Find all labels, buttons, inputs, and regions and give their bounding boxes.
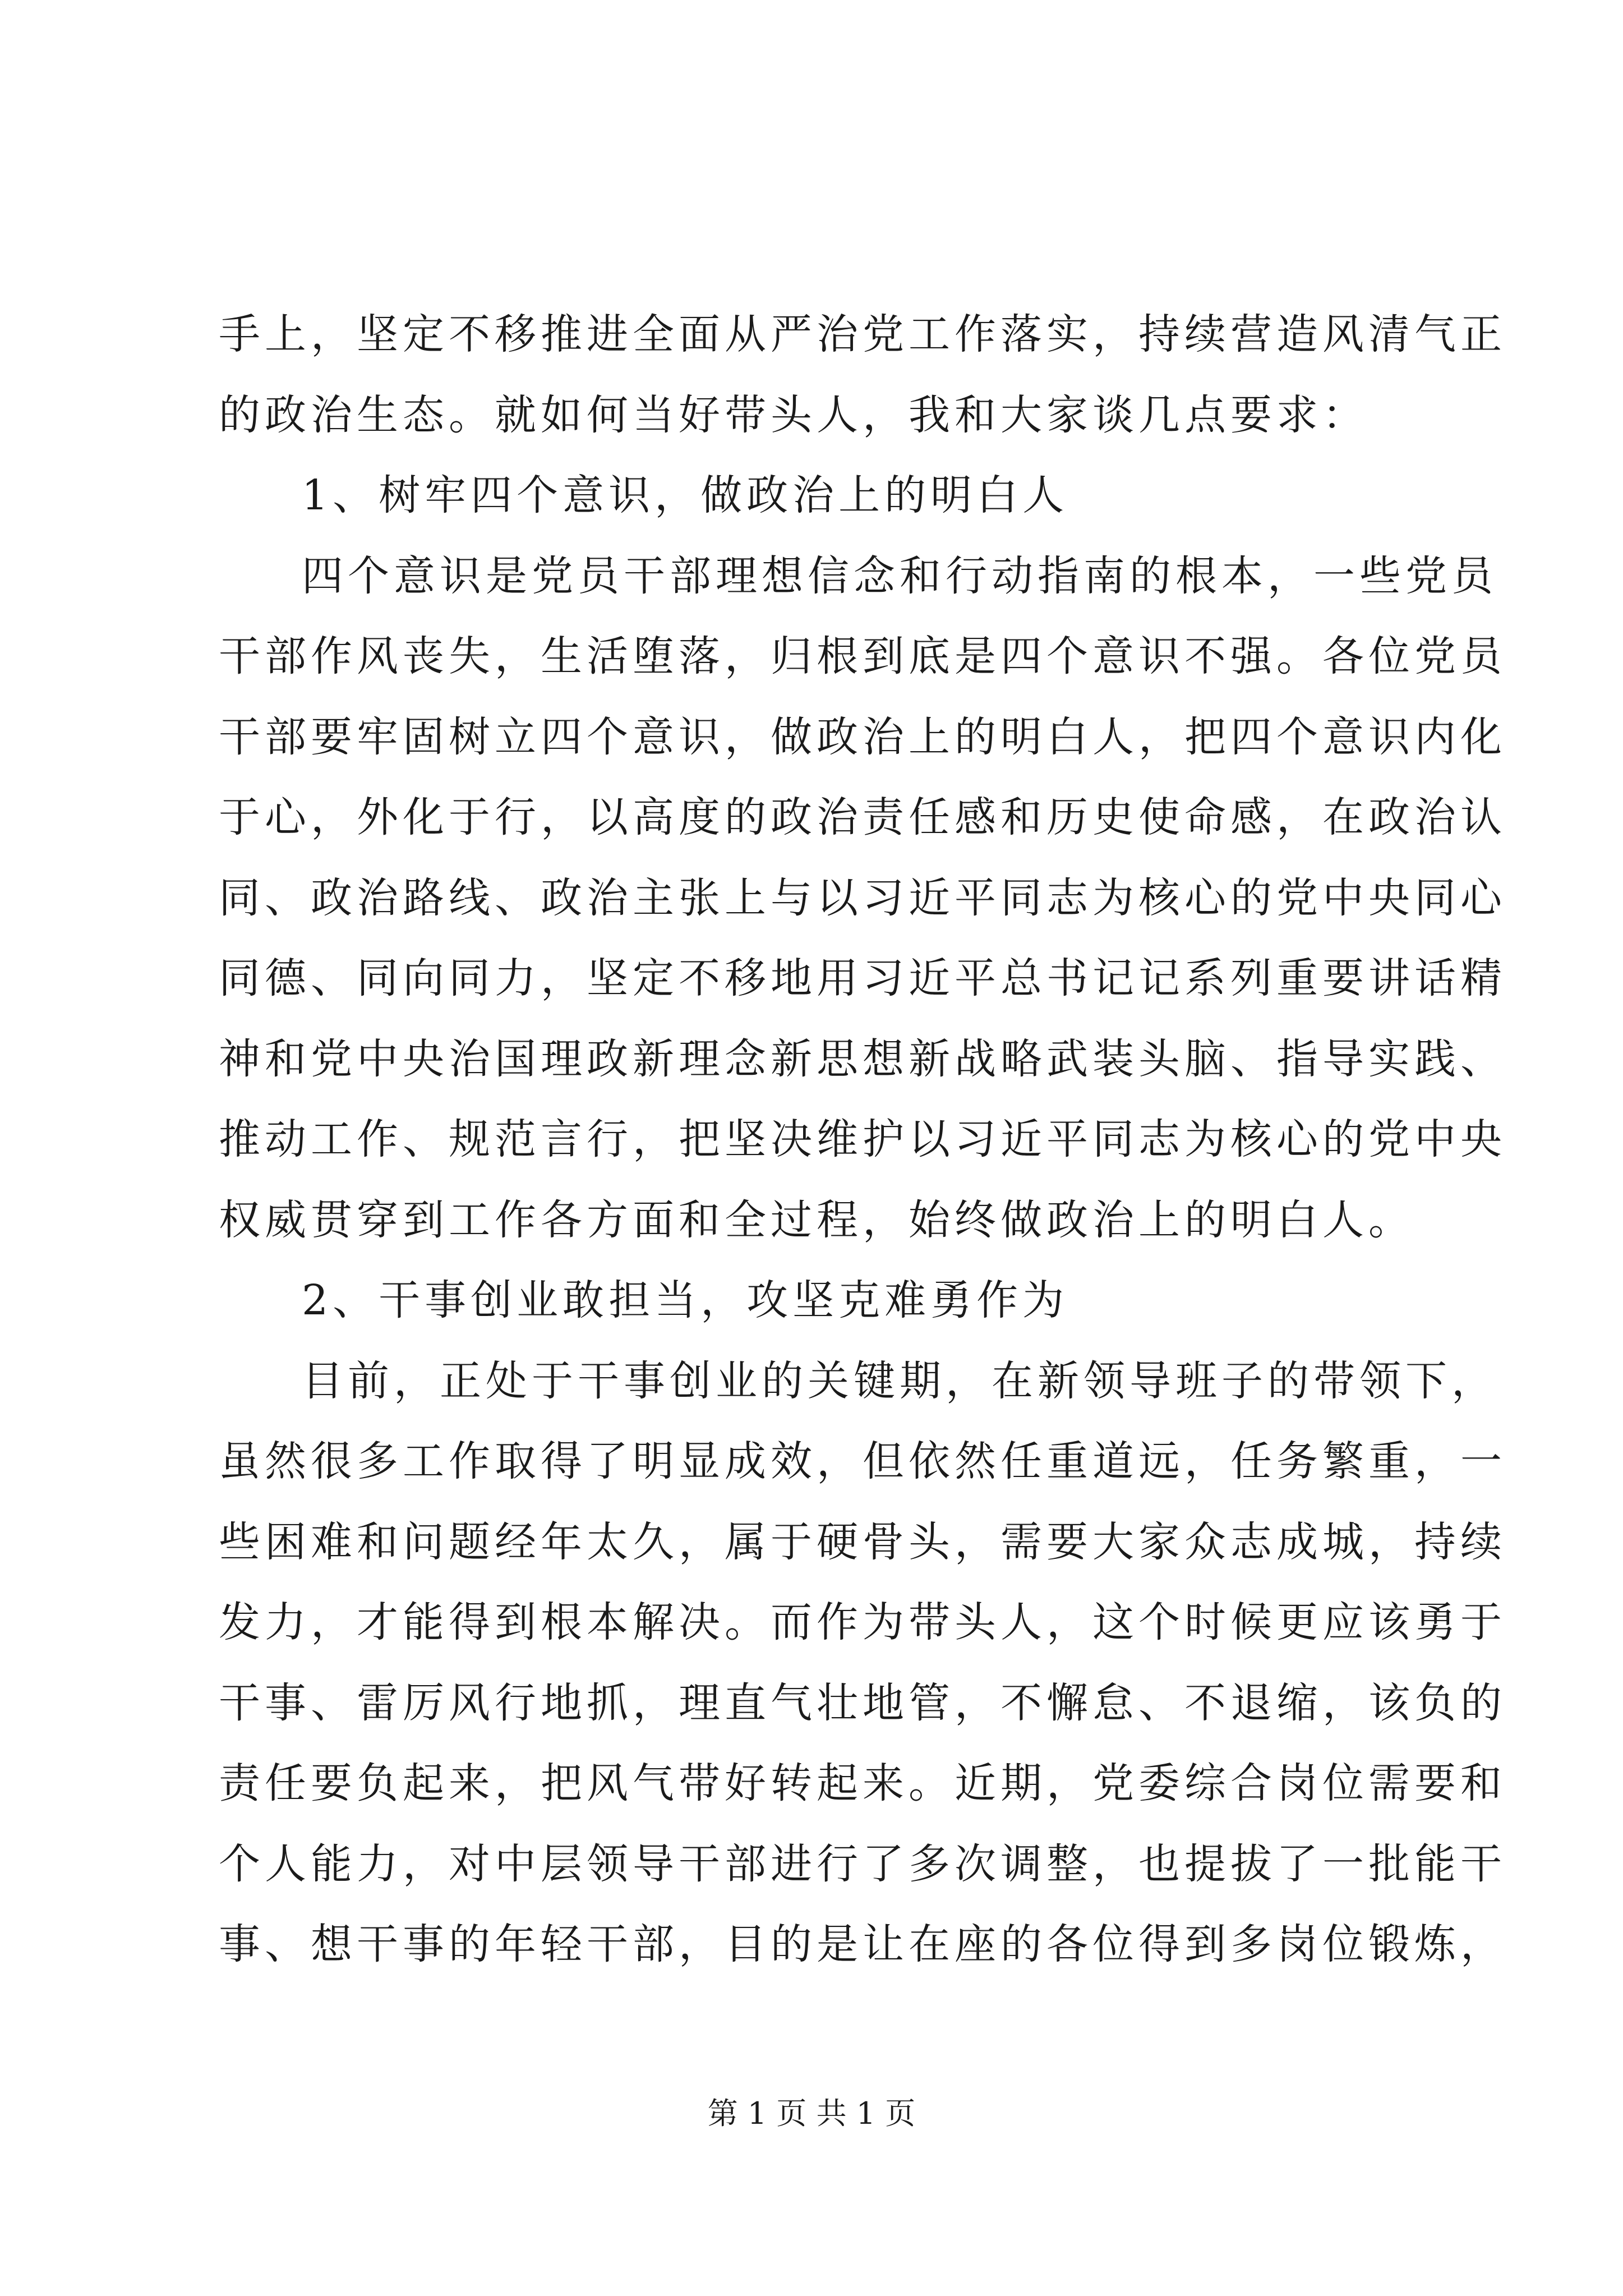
text-line: 神和党中央治国理政新理念新思想新战略武装头脑、指导实践、 (219, 1034, 1506, 1083)
text-line: 干部作风丧失，生活堕落，归根到底是四个意识不强。各位党员 (219, 632, 1506, 680)
text-line: 同德、同向同力，坚定不移地用习近平总书记记系列重要讲话精 (219, 954, 1506, 1002)
text-line: 推动工作、规范言行，把坚决维护以习近平同志为核心的党中央 (219, 1115, 1506, 1163)
text-line: 目前，正处于干事创业的关键期，在新领导班子的带领下， (302, 1356, 1497, 1405)
text-line: 发力，才能得到根本解决。而作为带头人，这个时候更应该勇于 (219, 1598, 1506, 1646)
text-line: 手上，坚定不移推进全面从严治党工作落实，持续营造风清气正 (219, 310, 1506, 358)
text-line: 四个意识是党员干部理想信念和行动指南的根本，一些党员 (302, 551, 1497, 600)
text-line: 虽然很多工作取得了明显成效，但依然任重道远，任务繁重，一 (219, 1437, 1506, 1485)
text-line: 些困难和问题经年太久，属于硬骨头，需要大家众志成城，持续 (219, 1517, 1506, 1566)
text-line: 干事、雷厉风行地抓，理直气壮地管，不懈怠、不退缩，该负的 (219, 1678, 1506, 1727)
text-line: 责任要负起来，把风气带好转起来。近期，党委综合岗位需要和 (219, 1759, 1506, 1807)
text-line: 权威贯穿到工作各方面和全过程，始终做政治上的明白人。 (219, 1195, 1414, 1244)
text-line: 事、想干事的年轻干部，目的是让在座的各位得到多岗位锻炼， (219, 1920, 1506, 1968)
text-line: 于心，外化于行，以高度的政治责任感和历史使命感，在政治认 (219, 793, 1506, 841)
section-heading: 2、干事创业敢担当，攻坚克难勇作为 (302, 1276, 1069, 1324)
text-line: 的政治生态。就如何当好带头人，我和大家谈几点要求： (219, 390, 1368, 439)
body-text (219, 295, 1506, 1985)
section-heading: 1、树牢四个意识，做政治上的明白人 (302, 471, 1069, 519)
page-number-footer: 第 1 页 共 1 页 (707, 2096, 916, 2131)
text-line: 个人能力，对中层领导干部进行了多次调整，也提拔了一批能干 (219, 1839, 1506, 1888)
text-line: 干部要牢固树立四个意识，做政治上的明白人，把四个意识内化 (219, 712, 1506, 761)
text-line: 同、政治路线、政治主张上与以习近平同志为核心的党中央同心 (219, 873, 1506, 922)
